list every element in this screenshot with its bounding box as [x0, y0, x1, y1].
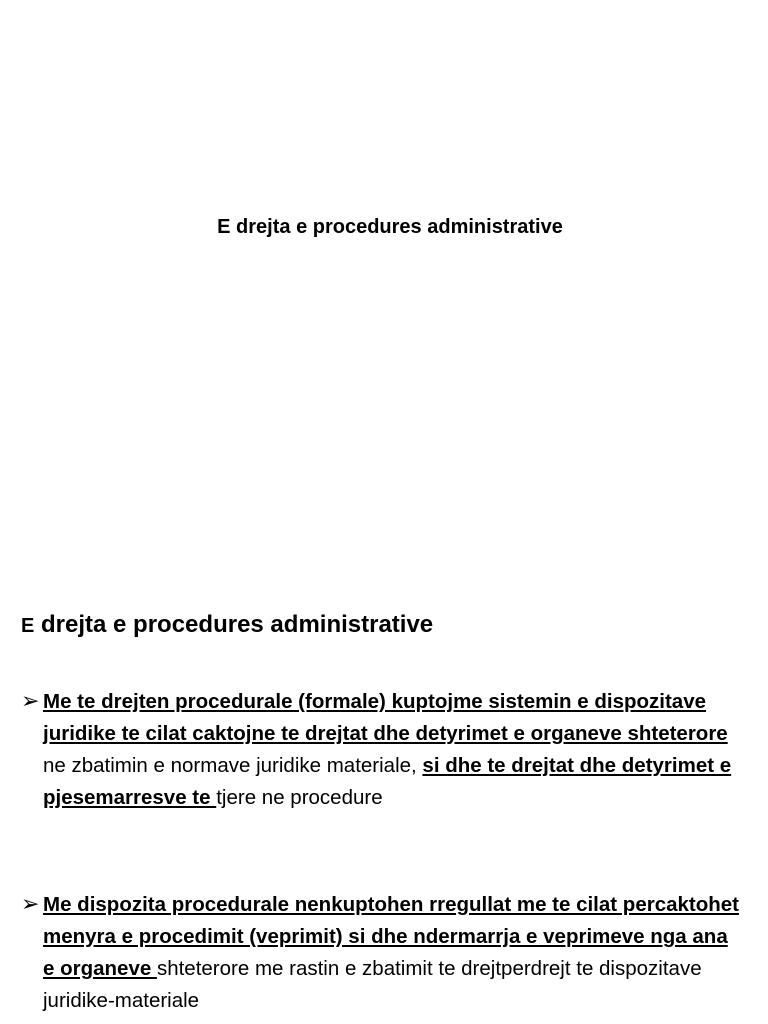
slide-2-title-lead: E [21, 615, 35, 637]
bullet-2-text-1: shteterore me rastin e zbatimit te drejtperdrejt te dispozitave juridike-materiale [43, 957, 702, 1012]
bullet-paragraph-2 [43, 889, 741, 1017]
slide-2-title [21, 609, 433, 642]
bullet-1-text-2: tjere ne procedure [216, 786, 383, 809]
slide-2-title-rest: drejta e procedures administrative [34, 611, 434, 638]
slide-1-title: E drejta e procedures administrative [217, 216, 563, 238]
bullet-item-2 [21, 889, 741, 1017]
bullet-1-emphasis-2: si dhe te drejtat dhe detyrimet e pjesemarresve te [43, 754, 732, 809]
bullet-item-1 [21, 686, 741, 814]
bullet-1-emphasis-1: Me te drejten procedurale (formale) kuptojme sistemin e dispozitave juridike te cilat caktojne te drejtat dhe detyrimet e organeve shteterore [43, 690, 728, 745]
bullet-1-text-1: ne zbatimin e normave juridike materiale, [43, 754, 423, 777]
bullet-2-emphasis-1: Me dispozita procedurale nenkuptohen rregullat me te cilat percaktohet menyra e procedimit (veprimit) si dhe ndermarrja e veprimeve nga ana e organeve [43, 893, 740, 980]
bullet-paragraph-1 [43, 686, 741, 814]
arrow-bullet-icon: ➢ [21, 688, 40, 713]
arrow-bullet-icon: ➢ [21, 891, 40, 916]
